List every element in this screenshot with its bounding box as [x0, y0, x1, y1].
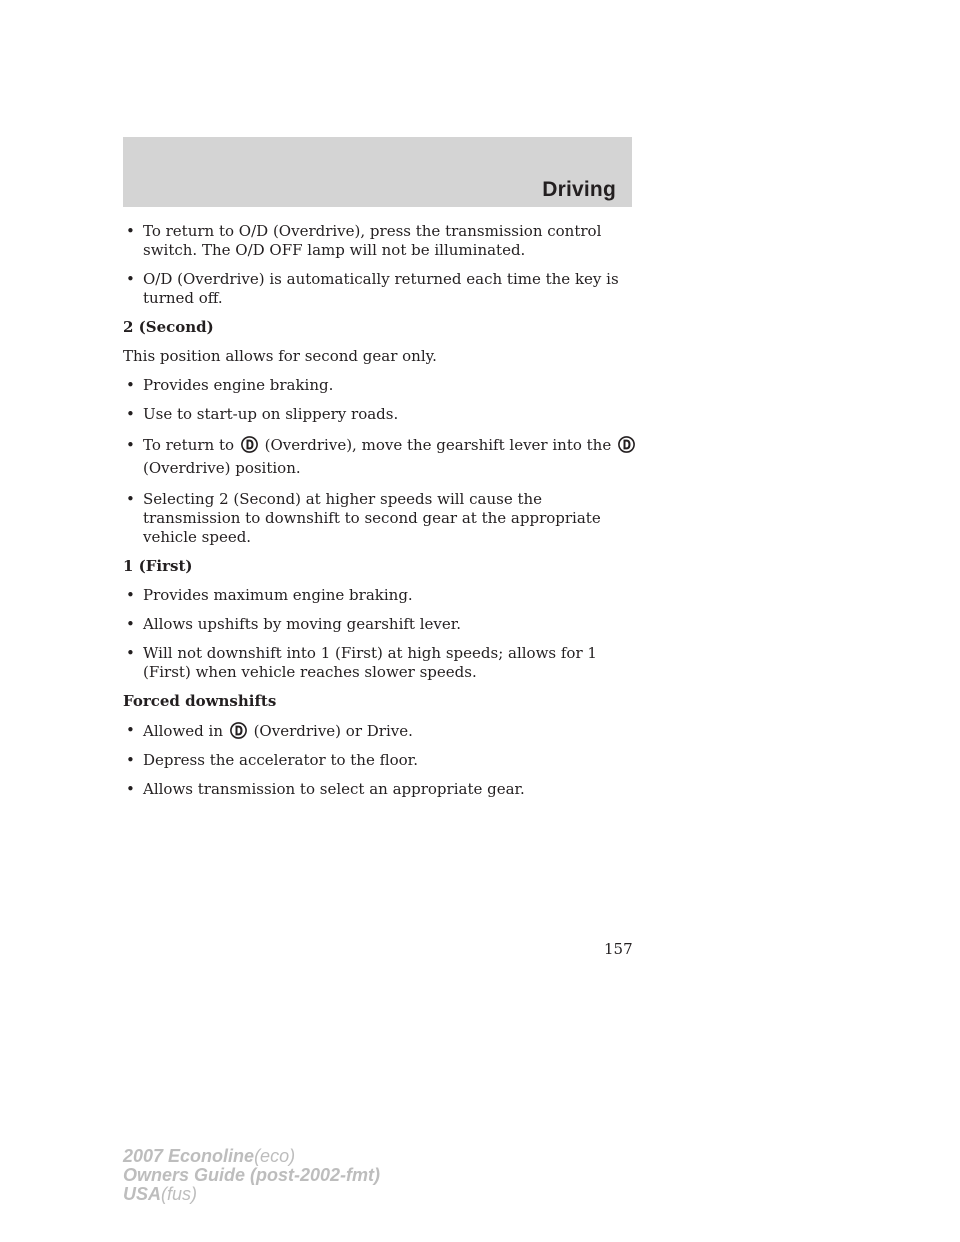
bullet-text: O/D (Overdrive) is automatically returned each time the key is turned off.	[143, 270, 619, 307]
bullet-dot: •	[126, 270, 135, 288]
list-item	[123, 490, 643, 547]
page-content	[123, 222, 643, 809]
bullet-text: To return to O/D (Overdrive), press the transmission control switch. The O/D OFF lamp will not be illuminated.	[143, 222, 602, 259]
bullet-dot: •	[126, 586, 135, 604]
bullet-text: Allows transmission to select an appropriate gear.	[143, 780, 525, 798]
bullet-dot: •	[126, 615, 135, 633]
list-item	[123, 751, 643, 770]
section-heading-forced: Forced downshifts	[123, 692, 277, 710]
section-title: Driving	[542, 178, 616, 201]
bullet-text: Will not downshift into 1 (First) at high speeds; allows for 1 (First) when vehicle reaches slower speeds.	[143, 644, 597, 681]
footer-guide: Owners Guide (post-2002-fmt)	[123, 1165, 381, 1185]
document-footer	[123, 1147, 380, 1204]
section-heading-first: 1 (First)	[123, 557, 193, 575]
overdrive-d-icon	[618, 435, 635, 454]
list-item	[123, 586, 643, 605]
list-item	[123, 644, 643, 682]
bullet-dot: •	[126, 405, 135, 423]
bullet-text: (Overdrive), move the gearshift lever into the	[264, 436, 612, 454]
footer-line	[123, 1185, 380, 1204]
bullet-text: Depress the accelerator to the floor.	[143, 751, 418, 769]
bullet-text: (Overdrive) or Drive.	[253, 722, 413, 740]
bullet-text: Selecting 2 (Second) at higher speeds will cause the transmission to downshift to second gear at the appropriate vehicle speed.	[143, 490, 601, 546]
list-item	[123, 780, 643, 799]
section-heading-second: 2 (Second)	[123, 318, 214, 336]
list-item	[123, 270, 643, 308]
bullet-dot: •	[126, 751, 135, 769]
overdrive-d-icon	[241, 435, 258, 454]
bullet-dot: •	[126, 644, 135, 662]
paragraph: This position allows for second gear only.	[123, 347, 437, 365]
list-item	[123, 615, 643, 634]
list-item	[123, 434, 643, 480]
overdrive-d-icon	[230, 721, 247, 740]
bullet-dot: •	[126, 376, 135, 394]
footer-line	[123, 1147, 380, 1166]
list-item	[123, 405, 643, 424]
header-band	[123, 137, 632, 207]
footer-model: 2007 Econoline	[123, 1146, 255, 1166]
bullet-text: Provides maximum engine braking.	[143, 586, 413, 604]
bullet-text: To return to	[143, 436, 235, 454]
footer-market: USA	[123, 1184, 162, 1204]
list-item	[123, 721, 643, 741]
bullet-text: Provides engine braking.	[143, 376, 334, 394]
footer-market-code: (fus)	[161, 1184, 198, 1204]
bullet-text: Use to start-up on slippery roads.	[143, 405, 399, 423]
bullet-dot: •	[126, 780, 135, 798]
page-number: 157	[604, 940, 633, 958]
bullet-dot: •	[126, 436, 135, 454]
bullet-dot: •	[126, 490, 135, 508]
bullet-text: (Overdrive) position.	[143, 459, 301, 477]
bullet-text: Allowed in	[143, 722, 224, 740]
list-item	[123, 222, 643, 260]
list-item	[123, 376, 643, 395]
bullet-dot: •	[126, 721, 135, 739]
bullet-text: Allows upshifts by moving gearshift lever.	[143, 615, 462, 633]
footer-model-code: (eco)	[254, 1146, 296, 1166]
bullet-dot: •	[126, 222, 135, 240]
